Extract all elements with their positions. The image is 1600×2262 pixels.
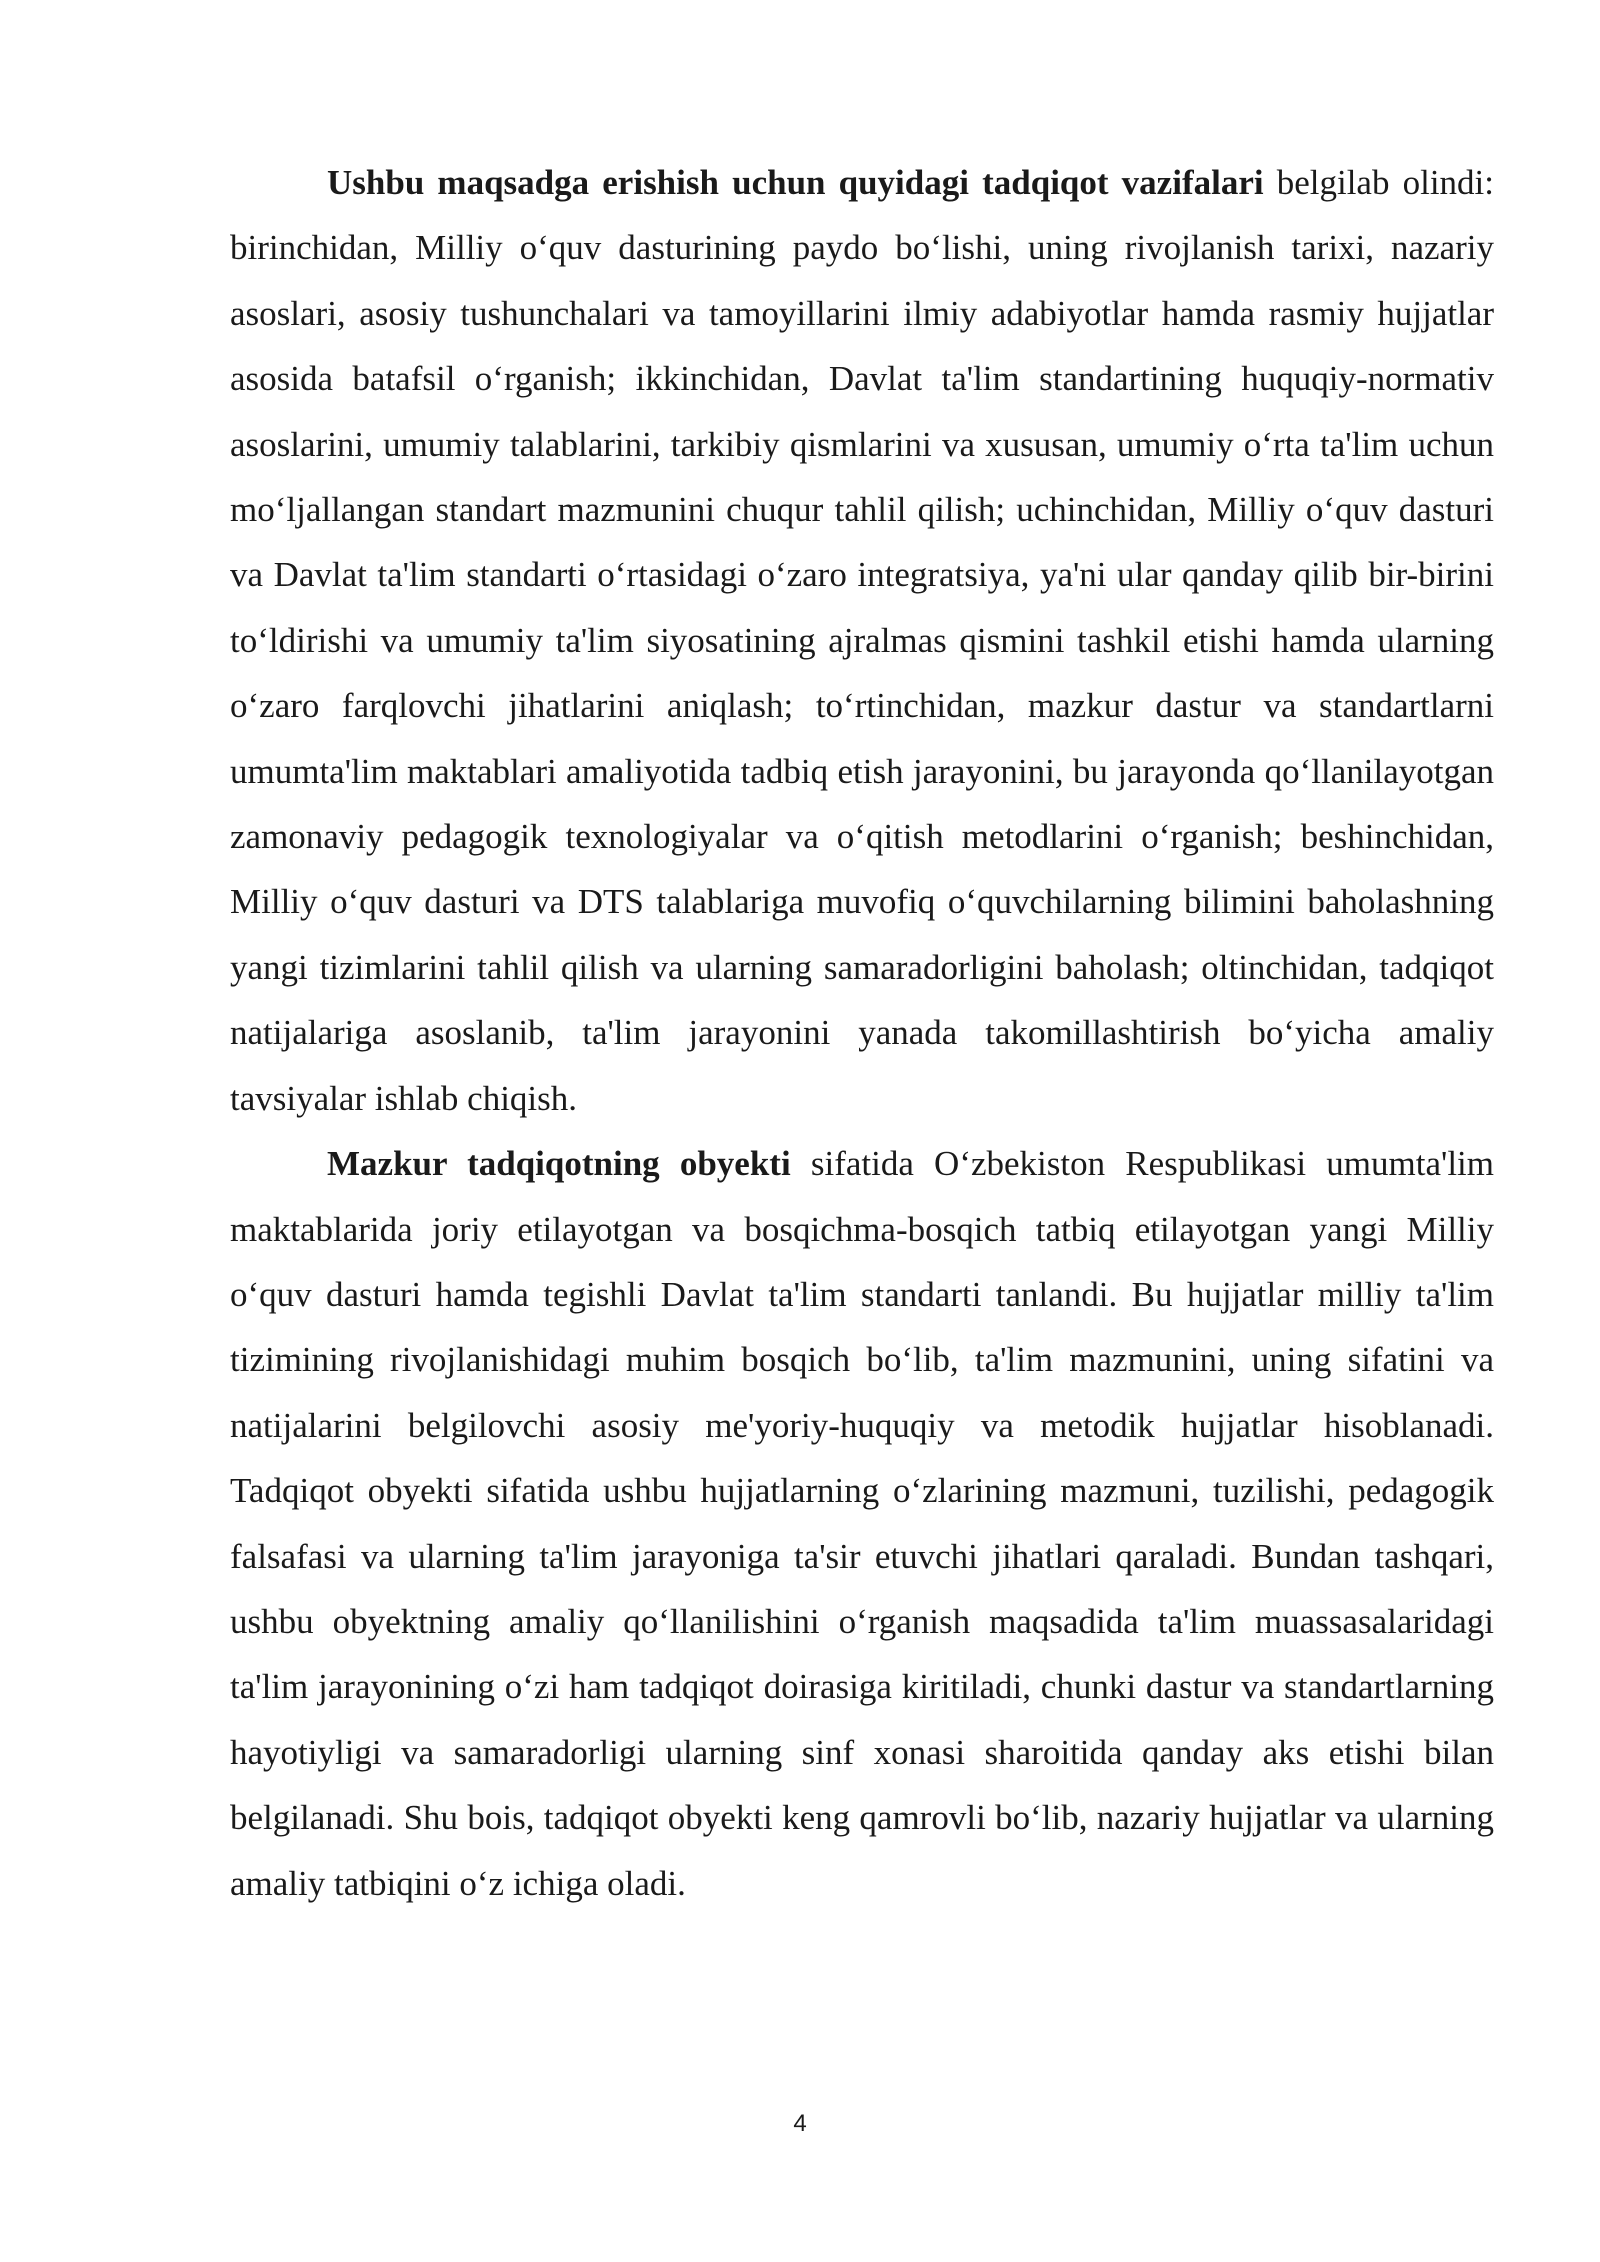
page-number: 4 — [793, 2110, 807, 2137]
paragraph-research-object — [230, 1131, 1494, 1916]
paragraph-lead-bold: Mazkur tadqiqotning obyekti — [327, 1144, 791, 1184]
paragraph-research-tasks — [230, 150, 1494, 1131]
paragraph-body-text: belgilab olindi: birinchidan, Milliy o‘quv dasturining paydo bo‘lishi, uning rivojlanish tarixi, nazariy asoslari, asosiy tushunchalari va tamoyillarini ilmiy adabiyotlar hamda rasmiy hujjatlar asosida batafsil o‘rganish; ikkinchidan, Davlat ta'lim standartining huquqiy-normativ asoslarini, umumiy talablarini, tarkibiy qismlarini va xususan, umumiy o‘rta ta'lim uchun mo‘ljallangan standart mazmunini chuqur tahlil qilish; uchinchidan, Milliy o‘quv dasturi va Davlat ta'lim standarti o‘rtasidagi o‘zaro integratsiya, ya'ni ular qanday qilib bir-birini to‘ldirishi va umumiy ta'lim siyosatining ajralmas qismini tashkil etishi hamda ularning o‘zaro farqlovchi jihatlarini aniqlash; to‘rtinchidan, mazkur dastur va standartlarni umumta'lim maktablari amaliyotida tadbiq etish jarayonini, bu jarayonda qo‘llanilayotgan zamonaviy pedagogik texnologiyalar va o‘qitish metodlarini o‘rganish; beshinchidan, Milliy o‘quv dasturi va DTS talablariga muvofiq o‘quvchilarning bilimini baholashning yangi tizimlarini tahlil qilish va ularning samaradorligini baholash; oltinchidan, tadqiqot natijalariga asoslanib, ta'lim jarayonini yanada takomillashtirish bo‘yicha amaliy tavsiyalar ishlab chiqish. — [230, 163, 1494, 1118]
document-body — [230, 150, 1494, 1916]
paragraph-body-text: sifatida O‘zbekiston Respublikasi umumta'lim maktablarida joriy etilayotgan va bosqichma-bosqich tatbiq etilayotgan yangi Milliy o‘quv dasturi hamda tegishli Davlat ta'lim standarti tanlandi. Bu hujjatlar milliy ta'lim tizimining rivojlanishidagi muhim bosqich bo‘lib, ta'lim mazmunini, uning sifatini va natijalarini belgilovchi asosiy me'yoriy-huquqiy va metodik hujjatlar hisoblanadi. Tadqiqot obyekti sifatida ushbu hujjatlarning o‘zlarining mazmuni, tuzilishi, pedagogik falsafasi va ularning ta'lim jarayoniga ta'sir etuvchi jihatlari qaraladi. Bundan tashqari, ushbu obyektning amaliy qo‘llanilishini o‘rganish maqsadida ta'lim muassasalaridagi ta'lim jarayonining o‘zi ham tadqiqot doirasiga kiritiladi, chunki dastur va standartlarning hayotiyligi va samaradorligi ularning sinf xonasi sharoitida qanday aks etishi bilan belgilanadi. Shu bois, tadqiqot obyekti keng qamrovli bo‘lib, nazariy hujjatlar va ularning amaliy tatbiqini o‘z ichiga oladi. — [230, 1144, 1494, 1903]
paragraph-lead-bold: Ushbu maqsadga erishish uchun quyidagi tadqiqot vazifalari — [327, 163, 1264, 202]
